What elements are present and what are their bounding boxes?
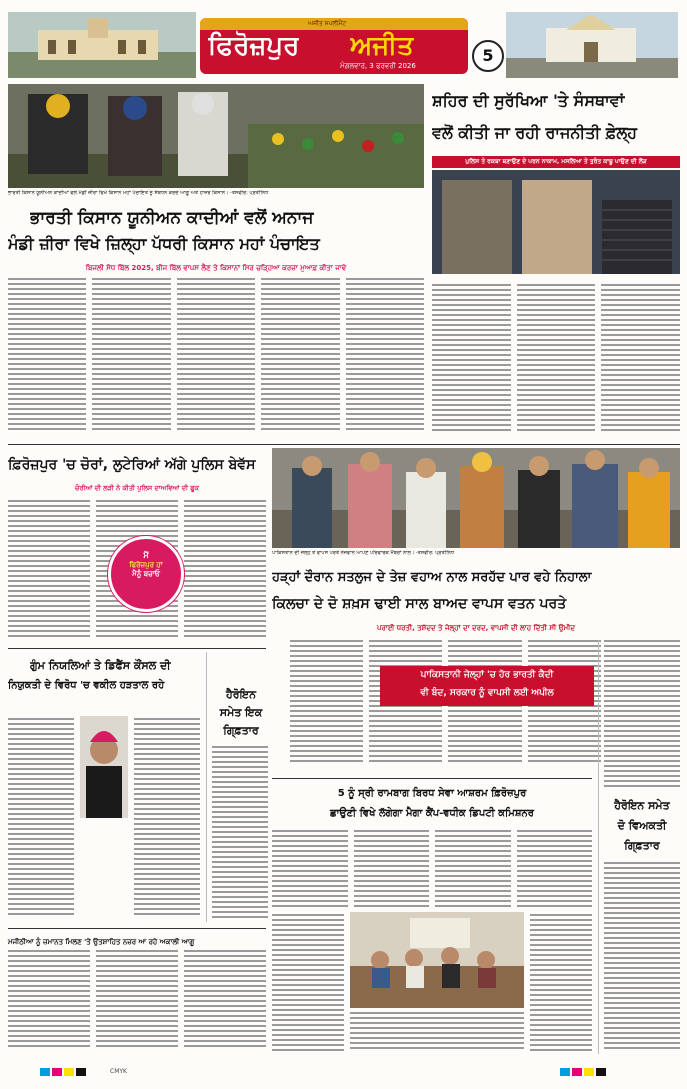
registration-bar — [0, 1062, 687, 1082]
lawyer-portrait — [80, 716, 128, 818]
building-illustration-left — [8, 12, 196, 78]
masthead-name-left: ਫਿਰੋਜ਼ਪੁਰ — [208, 31, 300, 61]
akali-footer-text: ਮਜੀਠੀਆ ਨੂੰ ਜ਼ਮਾਨਤ ਮਿਲਣ 'ਤੇ ਉਤਸ਼ਾਹਿਤ ਨਜ਼ਰ ਆ ਰਹੇ ਅਕਾਲੀ ਆਗੂ — [8, 938, 195, 946]
color-swatch-magenta-right — [572, 1068, 582, 1076]
masthead-banner — [200, 18, 468, 74]
color-swatch-magenta — [52, 1068, 62, 1076]
camp-headline-2: ਛਾਉਣੀ ਵਿਖੇ ਲੱਗੇਗਾ ਮੈਗਾ ਕੈਂਪ-ਵਧੀਕ ਡਿਪਟੀ ਕਮਿਸ਼ਨਰ — [330, 808, 534, 819]
save-me-badge — [108, 536, 184, 612]
shop-shutter-photo — [432, 170, 680, 274]
returnees-photo — [272, 448, 680, 548]
right-column-top-body — [604, 640, 680, 790]
farmers-body-columns — [8, 278, 424, 438]
return-subhead: ਪਰਾਈ ਧਰਤੀ, ਤਸ਼ੱਦਦ ਤੇ ਜੇਲ੍ਹਾਂ ਦਾ ਦਰਦ, ਵਾਪਸੀ ਦੀ ਲਾਹ ਦਿੱਤੀ ਸੀ ਉਮੀਦ — [376, 624, 576, 632]
masthead-left-photo — [8, 12, 196, 78]
lawyers-body-right — [134, 718, 200, 918]
page-number: 5 — [482, 46, 494, 65]
heroin-right-body — [604, 862, 680, 1054]
heroin-right-line-1: ਹੈਰੋਇਨ ਸਮੇਤ — [614, 799, 670, 812]
farmers-rally-photo — [8, 84, 424, 188]
meeting-room-photo — [350, 912, 524, 1008]
farmers-headline-1: ਭਾਰਤੀ ਕਿਸਾਨ ਯੂਨੀਅਨ ਕਾਦੀਆਂ ਵਲੋਂ ਅਨਾਜ — [30, 208, 314, 228]
camp-photo-caption-lines — [350, 1012, 524, 1052]
bottom-left-body — [8, 950, 266, 1050]
lawyers-headline-2: ਨਿਯੁਕਤੀ ਦੇ ਵਿਰੋਧ 'ਚ ਵਕੀਲ ਹੜਤਾਲ ਰਹੇ — [8, 680, 165, 691]
pull-quote-line-1: ਪਾਕਿਸਤਾਨੀ ਜੇਲ੍ਹਾਂ 'ਚ ਹੋਰ ਭਾਰਤੀ ਕੈਦੀ — [420, 670, 554, 680]
farmers-subhead: ਬਿਜਲੀ ਸੋਧ ਬਿੱਲ 2025, ਬੀਜ ਬਿੱਲ ਵਾਪਸ ਲੈਣ ਤੇ ਕਿਸਾਨਾਂ ਸਿਰ ਚੜ੍ਹਿਆ ਕਰਜ਼ਾ ਮੁਆਫ਼ ਕੀਤਾ ਜਾਵੇ — [85, 264, 347, 272]
camp-body-left-lower — [272, 914, 344, 1054]
camp-headline-1: 5 ਨੂੰ ਸ੍ਰੀ ਰਾਮਬਾਗ ਬਿਰਧ ਸੇਵਾ ਆਸ਼ਰਮ ਫ਼ਿਰੋਜ਼ਪੁਰ — [337, 788, 527, 799]
return-headline-1: ਹੜ੍ਹਾਂ ਦੌਰਾਨ ਸਤਲੁਜ ਦੇ ਤੇਜ਼ ਵਹਾਅ ਨਾਲ ਸਰਹੱਦ ਪਾਰ ਵਹੇ ਨਿਹਾਲਾ — [272, 570, 592, 585]
heroin-small-line-2: ਸਮੇਤ ਇਕ — [219, 706, 263, 719]
heroin-right-line-3: ਗਿ੍ਫ਼ਤਾਰ — [624, 839, 660, 852]
badge-line-3: ਮੈਨੂੰ ਬਚਾਓ — [132, 570, 160, 578]
badge-line-1: ਮੈਂ — [143, 551, 149, 560]
color-swatch-black-right — [596, 1068, 606, 1076]
masthead-name-right: ਅਜੀਤ — [350, 31, 414, 61]
return-photo-caption: ਪਾਕਿਸਤਾਨ ਦੀ ਜੇਲ੍ਹ ਤੋਂ ਵਾਪਸ ਪਰਤੇ ਨੌਜਵਾਨ ਆਪਣੇ ਪਰਿਵਾਰਕ ਮੈਂਬਰਾਂ ਨਾਲ। -ਤਸਵੀਰ: ਪ੍ਰਤੀਨਿਧ — [272, 550, 455, 556]
lawyers-footer-bar — [8, 928, 266, 945]
color-swatch-cyan-right — [560, 1068, 570, 1076]
camp-photo — [350, 912, 524, 1008]
camp-body-columns — [272, 830, 592, 910]
masthead-date: ਮੰਗਲਵਾਰ, 3 ਫਰਵਰੀ 2026 — [340, 62, 416, 70]
building-illustration-right — [506, 12, 678, 78]
lawyers-body-left — [8, 718, 74, 918]
return-pull-quote — [380, 666, 594, 706]
masthead-tag: ਅਜੀਤ ਸਪਲੀਮੈਂਟ — [308, 20, 347, 27]
lawyer-portrait-photo — [80, 716, 128, 818]
city-safety-photo — [432, 170, 680, 274]
heroin-small-line-1: ਹੈਰੋਇਨ — [225, 688, 256, 701]
crime-subhead: ਚੋਰੀਆਂ ਦੀ ਲੜੀ ਨੇ ਕੀਤੀ ਪੁਲਿਸ ਦਾਅਵਿਆਂ ਦੀ ਫੂਕ — [75, 484, 199, 492]
crime-headline: ਫ਼ਿਰੋਜ਼ਪੁਰ 'ਚ ਚੋਰਾਂ, ਲੁਟੇਰਿਆਂ ਅੱਗੇ ਪੁਲਿਸ ਬੇਵੱਸ — [8, 457, 256, 473]
color-swatch-black — [76, 1068, 86, 1076]
city-safety-headline-1: ਸ਼ਹਿਰ ਦੀ ਸੁਰੱਖਿਆ 'ਤੇ ਸੰਸਥਾਵਾਂ — [432, 91, 625, 110]
return-headline-2: ਕਿਲਚਾ ਦੇ ਦੋ ਸ਼ਖ਼ਸ ਢਾਈ ਸਾਲ ਬਾਅਦ ਵਾਪਸ ਵਤਨ ਪਰਤੇ — [272, 596, 567, 612]
section-divider-2 — [8, 648, 266, 649]
farmers-headline-2: ਮੰਡੀ ਜ਼ੀਰਾ ਵਿਖੇ ਜ਼ਿਲ੍ਹਾ ਪੱਧਰੀ ਕਿਸਾਨ ਮਹਾਂ ਪੰਚਾਇਤ — [8, 234, 320, 253]
camp-body-right-lower — [530, 914, 592, 1054]
heroin-small-line-3: ਗਿ੍ਫ਼ਤਾਰ — [223, 724, 259, 737]
farmers-photo — [8, 84, 424, 188]
color-swatch-yellow-right — [584, 1068, 594, 1076]
section-divider-1 — [8, 444, 680, 445]
heroin-right-line-2: ਦੋ ਵਿਅਕਤੀ — [617, 819, 667, 832]
section-divider-3 — [272, 778, 592, 779]
farmers-photo-caption: ਭਾਰਤੀ ਕਿਸਾਨ ਯੂਨੀਅਨ ਕਾਦੀਆਂ ਵਲੋਂ ਮੰਡੀ ਜ਼ੀਰਾ ਵਿਖੇ ਕਿਸਾਨ ਮਹਾਂ ਪੰਚਾਇਤ ਨੂੰ ਸੰਬੋਧਨ ਕਰਦੇ ਆਗੂ ਅਤੇ ਹਾਜ਼ਰ ਕਿਸਾਨ। -ਤਸਵੀਰ: ਪ੍ਰਤੀਨਿਧ — [8, 190, 269, 196]
page-number-badge — [472, 40, 504, 72]
column-rule-2 — [598, 640, 599, 1054]
heroin-small-body — [212, 746, 268, 922]
pull-quote-line-2: ਵੀ ਬੰਦ, ਸਰਕਾਰ ਨੂੰ ਵਾਪਸੀ ਲਈ ਅਪੀਲ — [420, 688, 554, 698]
color-swatch-yellow — [64, 1068, 74, 1076]
return-photo — [272, 448, 680, 548]
cmyk-label: CMYK — [110, 1068, 127, 1075]
lawyers-headline-1: ਗੁੰਮ ਨਿਯਲਿਆਂ ਤੇ ਡਿਫੈਂਸ ਕੌਂਸਲ ਦੀ — [30, 659, 171, 672]
column-rule-1 — [206, 652, 207, 922]
city-safety-body-columns — [432, 284, 680, 438]
badge-line-2: ਫਿਰੋਜ਼ਪੁਰ ਹਾਂ — [129, 561, 163, 569]
city-safety-headline-2: ਵਲੋਂ ਕੀਤੀ ਜਾ ਰਹੀ ਰਾਜਨੀਤੀ ਫ਼ੇਲ੍ਹ — [432, 123, 638, 142]
masthead-right-photo — [506, 12, 678, 78]
city-safety-subhead: ਪੁਲਿਸ ਤੇ ਰਕਬਾ ਬਣਾਉਣ ਦੇ ਪਰਨ ਨਾਕਾਮ, ਮਸਲਿਆ ਤੇ ਤੁਰੰਤ ਕਾਬੂ ਪਾਉਣ ਦੀ ਲੋੜ — [432, 156, 680, 168]
color-swatch-cyan — [40, 1068, 50, 1076]
